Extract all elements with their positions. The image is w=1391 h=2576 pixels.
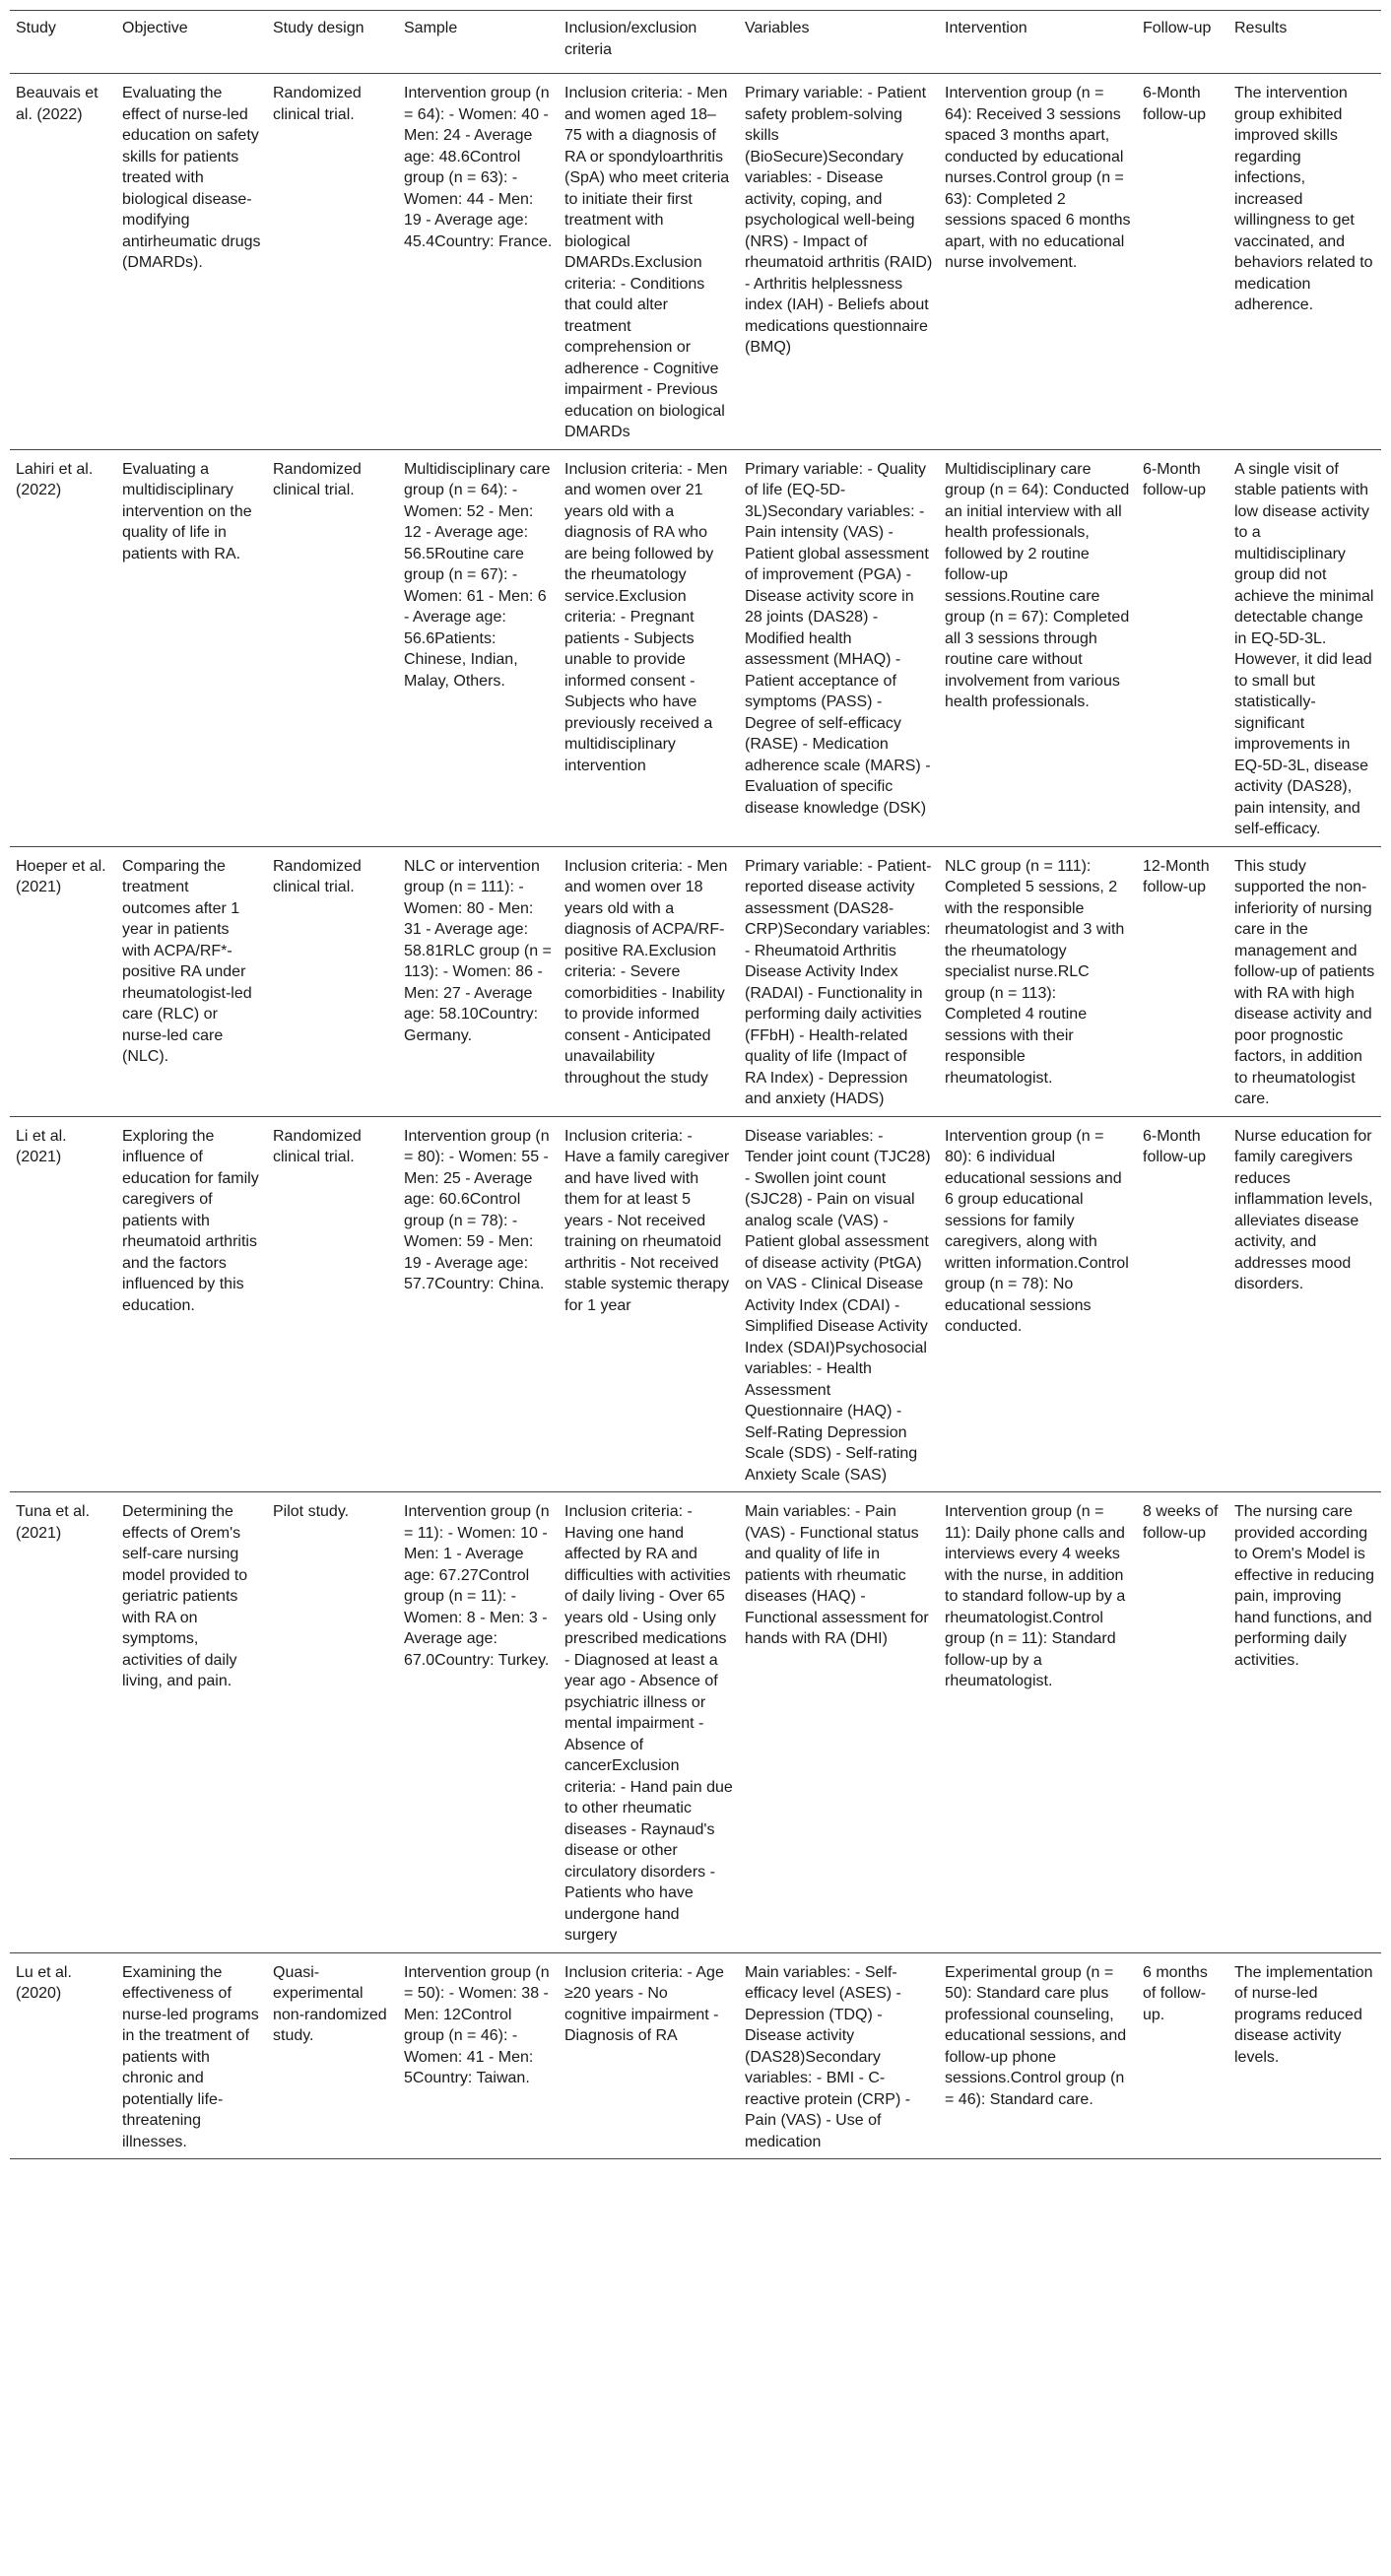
- header-study: Study: [10, 11, 116, 74]
- cell-objective: Exploring the influence of education for family caregivers of patients with rheumatoid arthritis and the factors influenced by this education.: [116, 1116, 267, 1492]
- cell-objective: Determining the effects of Orem's self-care nursing model provided to geriatric patients with RA on symptoms, activities of daily living, and pain.: [116, 1492, 267, 1953]
- cell-results: The intervention group exhibited improved skills regarding infections, increased willingness to get vaccinated, and behaviors related to medication adherence.: [1234, 85, 1373, 313]
- cell-intervention: Experimental group (n = 50): Standard care plus professional counseling, educational sessions, and follow-up phone sessions.Control group (n = 46): Standard care.: [939, 1952, 1137, 2159]
- header-variables: Variables: [739, 11, 939, 74]
- table-container: [10, 10, 1381, 2159]
- cell-study: Tuna et al. (2021): [10, 1492, 116, 1953]
- cell-criteria: Inclusion criteria: - Have a family caregiver and have lived with them for at least 5 years - Not received training on rheumatoid arthritis - Not received stable systemic therapy for 1 year: [559, 1116, 739, 1492]
- header-sample: Sample: [398, 11, 559, 74]
- table-row: [10, 846, 1381, 1116]
- cell-variables: Primary variable: - Patient-reported disease activity assessment (DAS28-CRP)Secondary variables: - Rheumatoid Arthritis Disease Activity Index (RADAI) - Functionality in performing daily activities (FFbH) - Health-related quality of life (Impact of RA Index) - Depression and anxiety (HADS): [739, 846, 939, 1116]
- cell-variables: Disease variables: - Tender joint count (TJC28) - Swollen joint count (SJC28) - Pain on visual analog scale (VAS) - Patient global assessment of disease activity (PtGA) on VAS - Clinical Disease Activity Index (CDAI) - Simplified Disease Activity Index (SDAI)Psychosocial variables: - Health Assessment Questionnaire (HAQ) - Self-Rating Depression Scale (SDS) - Self-rating Anxiety Scale (SAS): [739, 1116, 939, 1492]
- cell-follow-up: 6-Month follow-up: [1137, 1116, 1228, 1492]
- cell-study: Lu et al. (2020): [10, 1952, 116, 2159]
- cell-study: Beauvais et al. (2022): [16, 85, 99, 123]
- header-study-design: Study design: [267, 11, 398, 74]
- cell-results: A single visit of stable patients with low disease activity to a multidisciplinary group did not achieve the minimal detectable change in EQ-5D-3L. However, it did lead to small but statistically-significant improvements in EQ-5D-3L, disease activity (DAS28), pain intensity, and self-efficacy.: [1228, 449, 1381, 846]
- cell-objective: Examining the effectiveness of nurse-led programs in the treatment of patients with chronic and potentially life-threatening illnesses.: [116, 1952, 267, 2159]
- cell-results: The implementation of nurse-led programs reduced disease activity levels.: [1228, 1952, 1381, 2159]
- cell-follow-up: 12-Month follow-up: [1137, 846, 1228, 1116]
- studies-table: [10, 10, 1381, 2159]
- cell-intervention: Intervention group (n = 11): Daily phone calls and interviews every 4 weeks with the nurse, in addition to standard follow-up by a rheumatologist.Control group (n = 11): Standard follow-up by a rheumatologist.: [939, 1492, 1137, 1953]
- cell-intervention: Intervention group (n = 80): 6 individual educational sessions and 6 group educational sessions for family caregivers, along with written information.Control group (n = 78): No educational sessions conducted.: [939, 1116, 1137, 1492]
- cell-follow-up: 6-Month follow-up: [1143, 85, 1207, 123]
- cell-design: Quasi-experimental non-randomized study.: [267, 1952, 398, 2159]
- cell-objective: Comparing the treatment outcomes after 1 year in patients with ACPA/RF*-positive RA under rheumatologist-led care (RLC) or nurse-led care (NLC).: [116, 846, 267, 1116]
- table-row: [10, 1492, 1381, 1953]
- table-row: [10, 1952, 1381, 2159]
- cell-design: Pilot study.: [267, 1492, 398, 1953]
- cell-intervention: Multidisciplinary care group (n = 64): Conducted an initial interview with all health professionals, followed by 2 routine follow-up sessions.Routine care group (n = 67): Completed all 3 sessions through routine care without involvement from various health professionals.: [939, 449, 1137, 846]
- cell-follow-up: 8 weeks of follow-up: [1137, 1492, 1228, 1953]
- table-row: [10, 1116, 1381, 1492]
- cell-study: Hoeper et al. (2021): [10, 846, 116, 1116]
- cell-design: Randomized clinical trial.: [267, 449, 398, 846]
- cell-results: Nurse education for family caregivers reduces inflammation levels, alleviates disease activity, and addresses mood disorders.: [1228, 1116, 1381, 1492]
- cell-design: Randomized clinical trial.: [267, 1116, 398, 1492]
- cell-criteria: Inclusion criteria: - Men and women over 18 years old with a diagnosis of ACPA/RF-positive RA.Exclusion criteria: - Severe comorbidities - Inability to provide informed consent - Anticipated unavailability throughout the study: [559, 846, 739, 1116]
- header-results: Results: [1228, 11, 1381, 74]
- cell-sample: Intervention group (n = 64): - Women: 40 - Men: 24 - Average age: 48.6Control group (n = 63): - Women: 44 - Men: 19 - Average age: 45.4Country: France.: [404, 85, 553, 250]
- cell-follow-up: 6-Month follow-up: [1137, 449, 1228, 846]
- cell-sample: NLC or intervention group (n = 111): - Women: 80 - Men: 31 - Average age: 58.81RLC group (n = 113): - Women: 86 - Men: 27 - Average age: 58.10Country: Germany.: [398, 846, 559, 1116]
- header-intervention: Intervention: [939, 11, 1137, 74]
- header-row: [10, 11, 1381, 74]
- table-row: [10, 449, 1381, 846]
- cell-variables: Primary variable: - Quality of life (EQ-5D-3L)Secondary variables: - Pain intensity (VAS) - Patient global assessment of improvement (PGA) - Disease activity score in 28 joints (DAS28) - Modified health assessment (MHAQ) - Patient acceptance of symptoms (PASS) - Degree of self-efficacy (RASE) - Medication adherence scale (MARS) - Evaluation of specific disease knowledge (DSK): [739, 449, 939, 846]
- cell-variables: Main variables: - Pain (VAS) - Functional status and quality of life in patients with rheumatic diseases (HAQ) - Functional assessment for hands with RA (DHI): [739, 1492, 939, 1953]
- table-header: [10, 11, 1381, 74]
- cell-criteria: Inclusion criteria: - Men and women over 21 years old with a diagnosis of RA who are being followed by the rheumatology service.Exclusion criteria: - Pregnant patients - Subjects unable to provide informed consent - Subjects who have previously received a multidisciplinary intervention: [559, 449, 739, 846]
- cell-sample: Intervention group (n = 11): - Women: 10 - Men: 1 - Average age: 67.27Control group (n = 11): - Women: 8 - Men: 3 - Average age: 67.0Country: Turkey.: [398, 1492, 559, 1953]
- header-follow-up: Follow-up: [1137, 11, 1228, 74]
- cell-variables: Primary variable: - Patient safety problem-solving skills (BioSecure)Secondary variables: - Disease activity, coping, and psychological well-being (NRS) - Impact of rheumatoid arthritis (RAID) - Arthritis helplessness index (IAH) - Beliefs about medications questionnaire (BMQ): [745, 85, 933, 356]
- cell-criteria: Inclusion criteria: - Age ≥20 years - No cognitive impairment - Diagnosis of RA: [559, 1952, 739, 2159]
- cell-design: Randomized clinical trial.: [273, 85, 362, 123]
- cell-results: The nursing care provided according to Orem's Model is effective in reducing pain, improving hand functions, and performing daily activities.: [1228, 1492, 1381, 1953]
- header-criteria: Inclusion/exclusion criteria: [559, 11, 739, 74]
- cell-sample: Multidisciplinary care group (n = 64): - Women: 52 - Men: 12 - Average age: 56.5Routine care group (n = 67): - Women: 61 - Men: 6 - Average age: 56.6Patients: Chinese, Indian, Malay, Others.: [398, 449, 559, 846]
- cell-follow-up: 6 months of follow-up.: [1137, 1952, 1228, 2159]
- cell-criteria: Inclusion criteria: - Men and women aged 18–75 with a diagnosis of RA or spondyloarthritis (SpA) who meet criteria to initiate their first treatment with biological DMARDs.Exclusion criteria: - Conditions that could alter treatment comprehension or adherence - Cognitive impairment - Previous education on biological DMARDs: [564, 85, 730, 440]
- table-body: [10, 74, 1381, 2159]
- cell-sample: Intervention group (n = 50): - Women: 38 - Men: 12Control group (n = 46): - Women: 41 - Men: 5Country: Taiwan.: [398, 1952, 559, 2159]
- cell-study: Li et al. (2021): [10, 1116, 116, 1492]
- cell-sample: Intervention group (n = 80): - Women: 55 - Men: 25 - Average age: 60.6Control group (n = 78): - Women: 59 - Men: 19 - Average age: 57.7Country: China.: [398, 1116, 559, 1492]
- cell-criteria: Inclusion criteria: - Having one hand affected by RA and difficulties with activities of daily living - Over 65 years old - Using only prescribed medications - Diagnosed at least a year ago - Absence of psychiatric illness or mental impairment - Absence of cancerExclusion criteria: - Hand pain due to other rheumatic diseases - Raynaud's disease or other circulatory disorders - Patients who have undergone hand surgery: [559, 1492, 739, 1953]
- cell-variables: Main variables: - Self-efficacy level (ASES) - Depression (TDQ) - Disease activity (DAS28)Secondary variables: - BMI - C-reactive protein (CRP) - Pain (VAS) - Use of medication: [739, 1952, 939, 2159]
- cell-objective: Evaluating the effect of nurse-led education on safety skills for patients treated with biological disease-modifying antirheumatic drugs (DMARDs).: [122, 85, 261, 271]
- cell-intervention: NLC group (n = 111): Completed 5 sessions, 2 with the responsible rheumatologist and 3 with the rheumatology specialist nurse.RLC group (n = 113): Completed 4 routine sessions with their responsible rheumatologist.: [939, 846, 1137, 1116]
- cell-objective: Evaluating a multidisciplinary intervention on the quality of life in patients with RA.: [116, 449, 267, 846]
- header-objective: Objective: [116, 11, 267, 74]
- cell-study: Lahiri et al. (2022): [10, 449, 116, 846]
- cell-results: This study supported the non-inferiority of nursing care in the management and follow-up of patients with RA with high disease activity and poor prognostic factors, in addition to rheumatologist care.: [1228, 846, 1381, 1116]
- table-row: [10, 74, 1381, 450]
- cell-intervention: Intervention group (n = 64): Received 3 sessions spaced 3 months apart, conducted by educational nurses.Control group (n = 63): Completed 2 sessions spaced 6 months apart, with no educational nurse involvement.: [945, 85, 1131, 271]
- cell-design: Randomized clinical trial.: [267, 846, 398, 1116]
